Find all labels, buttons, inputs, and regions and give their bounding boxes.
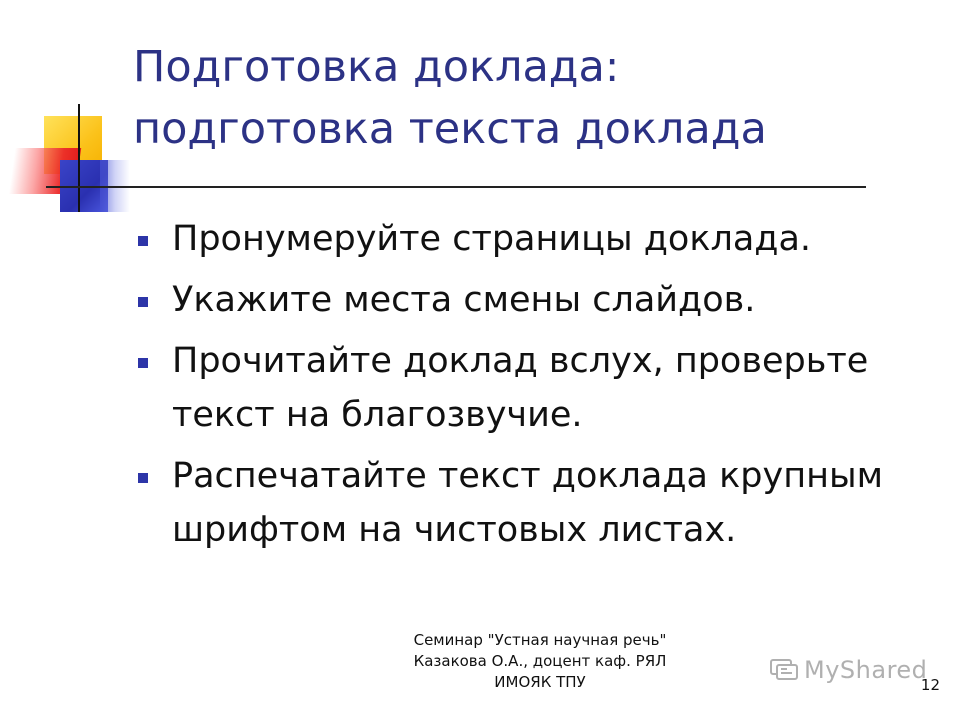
bullet-list [138,212,938,564]
bullet-item [138,334,938,442]
bullet-text [172,212,938,266]
bullet-square-icon [138,473,148,483]
watermark-text: MyShared [804,656,928,684]
slide-title [133,36,933,160]
bullet-item [138,449,938,557]
myshared-logo-icon [770,659,798,681]
bullet-text-line: Прочитайте доклад вслух, проверьте [172,341,869,381]
bullet-square-icon [138,236,148,246]
decorative-vertical-line [78,104,80,212]
bullet-item [138,273,938,327]
footer-line: Казакова О.А., доцент каф. РЯЛ [413,652,667,670]
bullet-item [138,212,938,266]
bullet-text-line: Пронумеруйте страницы доклада. [172,219,812,259]
title-underline [46,186,866,188]
bullet-text [172,449,938,557]
page-number: 12 [920,676,940,694]
slide-title-line: Подготовка доклада: [133,42,620,92]
bullet-square-icon [138,358,148,368]
bullet-square-icon [138,297,148,307]
slide-title-line: подготовка текста доклада [133,104,767,154]
footer-line: ИМОЯК ТПУ [494,673,586,691]
bullet-text-line: Укажите места смены слайдов. [172,280,756,320]
bullet-text-line: текст на благозвучие. [172,395,583,435]
footer-line: Семинар "Устная научная речь" [413,631,667,649]
bullet-text-line: Распечатайте текст доклада крупным [172,456,884,496]
bullet-text-line: шрифтом на чистовых листах. [172,510,737,550]
slide-footer [370,630,710,693]
bullet-text [172,334,938,442]
bullet-text [172,273,938,327]
